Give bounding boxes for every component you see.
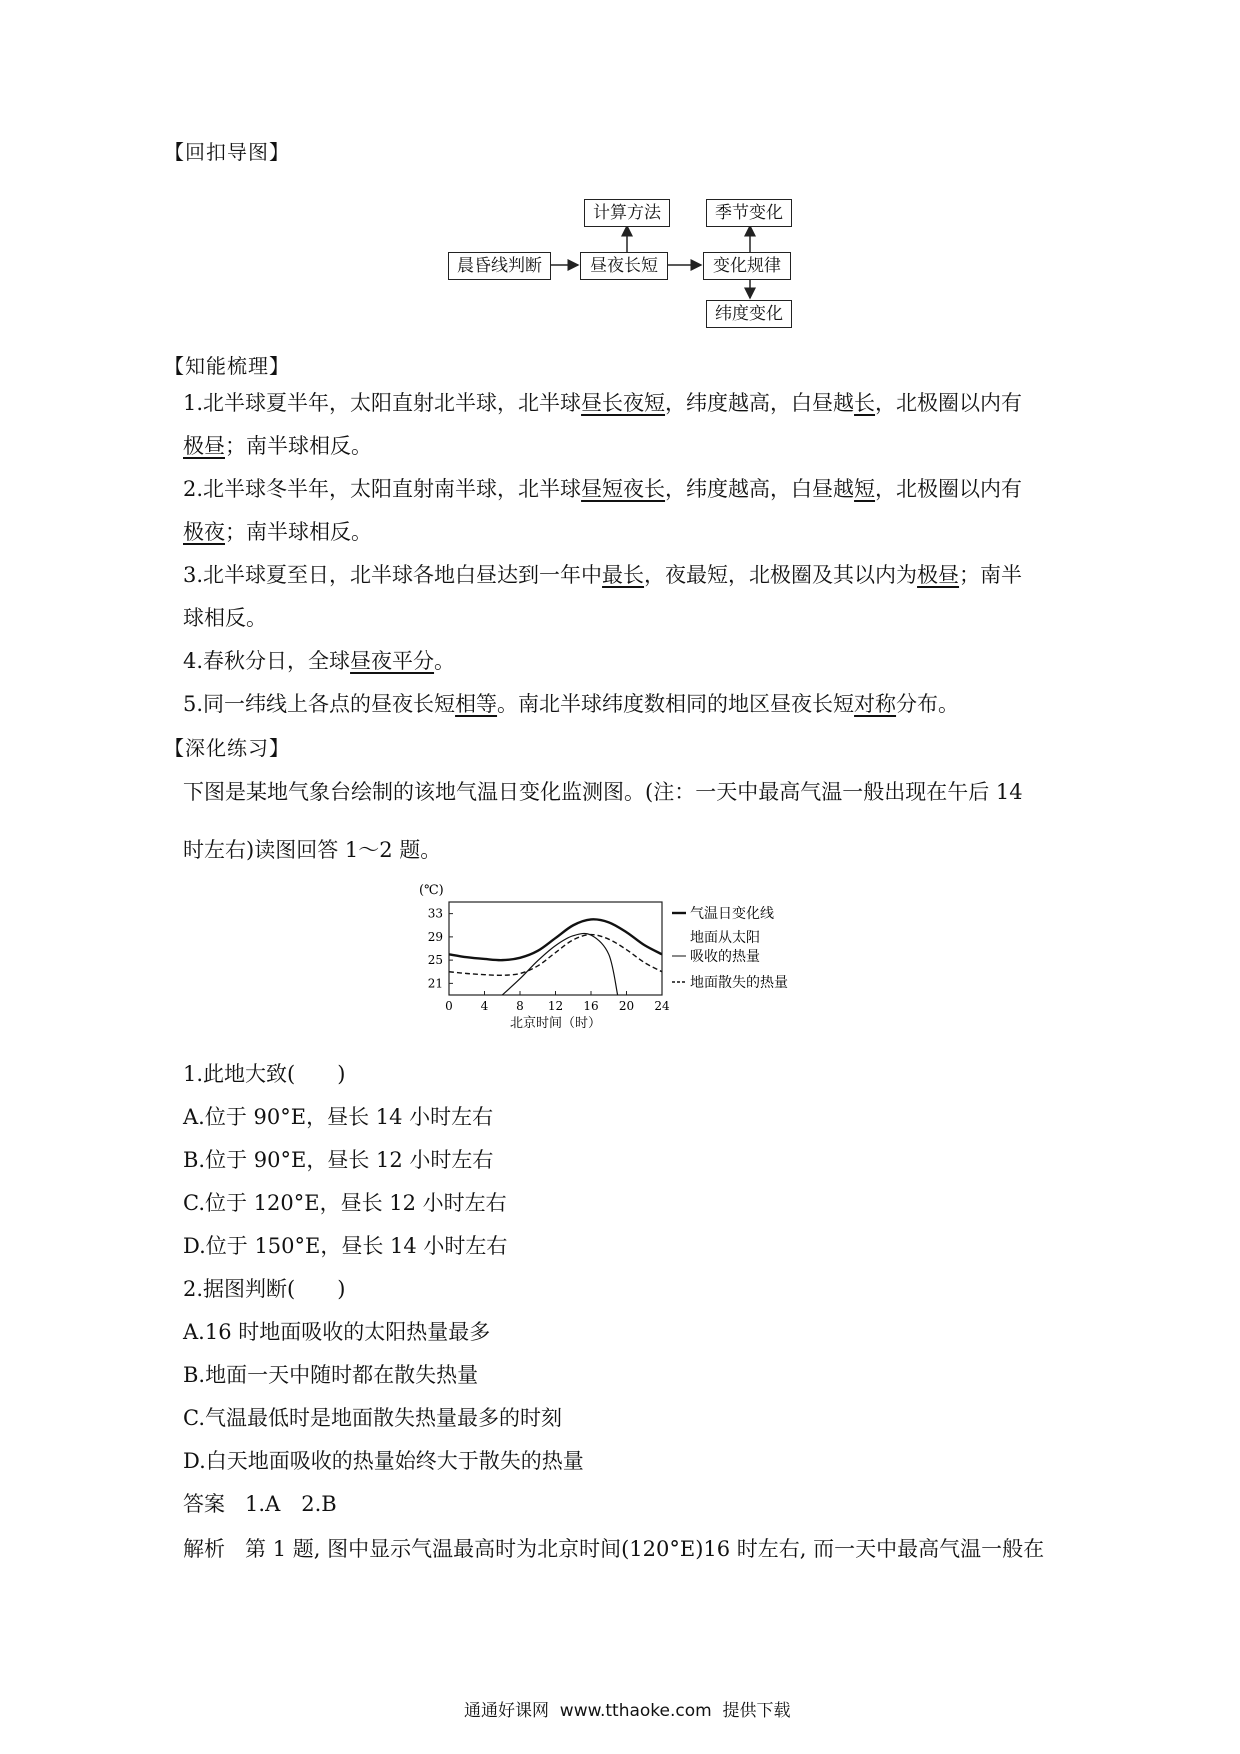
intro-line-1: 下图是某地气象台绘制的该地气温日变化监测图。(注：一天中最高气温一般出现在午后 14 (183, 780, 1023, 804)
analysis-text: 第 1 题, 图中显示气温最高时为北京时间(120°E)16 时左右, 而一天中最高气温一般在 (245, 1537, 1045, 1561)
legend-label-2a: 地面从太阳 (690, 930, 760, 946)
practice-heading: 【深化练习】 (164, 736, 290, 760)
blank-answer: 昼长夜短 (581, 391, 666, 415)
question-2: 2.据图判断( ) (183, 1277, 346, 1301)
knowledge-item-3-cont (183, 604, 267, 632)
text: 。南北半球纬度数相同的地区昼夜长短 (497, 692, 855, 716)
x-tick-label: 4 (480, 999, 489, 1013)
text: 。 (434, 649, 456, 673)
blank-answer: 相等 (455, 692, 498, 716)
y-tick-label: 25 (427, 953, 443, 968)
blank-answer: 极昼 (917, 563, 960, 587)
plot-frame (449, 902, 662, 995)
knowledge-item-2-cont (183, 518, 372, 546)
node-calc-method: 计算方法 (584, 199, 670, 227)
y-tick-label: 21 (427, 976, 443, 991)
blank-answer: 长 (854, 391, 876, 415)
temperature-chart (415, 882, 835, 1037)
flowchart-arrows (0, 0, 1240, 340)
legend-label-1: 气温日变化线 (690, 906, 774, 922)
blank-answer: 极昼 (183, 434, 225, 458)
question-2-option-c: C.气温最低时是地面散失热量最多的时刻 (183, 1406, 562, 1430)
legend-label-2b: 吸收的热量 (690, 949, 760, 965)
x-tick-label: 12 (547, 999, 564, 1013)
y-axis-label: (℃) (419, 883, 444, 898)
footer: 通通好课网 www.tthaoke.com 提供下载 (464, 1701, 791, 1721)
knowledge-item-1 (183, 389, 1022, 417)
answer-text: 1.A 2.B (245, 1492, 337, 1516)
text: 球相反。 (183, 606, 267, 630)
x-tick-label: 24 (654, 999, 670, 1013)
series-line-3 (449, 935, 662, 976)
text: 1.北半球夏半年，太阳直射北半球，北半球 (183, 391, 582, 415)
text: ，纬度越高，白昼越 (665, 477, 855, 501)
blank-answer: 短 (854, 477, 876, 501)
knowledge-heading: 【知能梳理】 (164, 354, 290, 378)
x-tick-label: 20 (618, 999, 635, 1013)
analysis (183, 1535, 1044, 1563)
series-line-2 (502, 933, 617, 995)
x-axis-label: 北京时间（时） (509, 1016, 602, 1031)
analysis-label: 解析 (183, 1537, 225, 1561)
blank-answer: 昼夜平分 (350, 649, 435, 673)
knowledge-item-4 (183, 647, 455, 675)
knowledge-item-1-cont (183, 432, 372, 460)
blank-answer: 昼短夜长 (581, 477, 666, 501)
blank-answer: 对称 (854, 692, 897, 716)
text: 5.同一纬线上各点的昼夜长短 (183, 692, 456, 716)
text: ，北极圈以内有 (875, 391, 1023, 415)
intro-line-2: 时左右)读图回答 1～2 题。 (183, 838, 442, 862)
y-tick-label: 29 (427, 929, 443, 944)
text: ；南半 (959, 563, 1023, 587)
text: ，北极圈以内有 (875, 477, 1023, 501)
x-tick-label: 0 (445, 999, 453, 1013)
text: 3.北半球夏至日，北半球各地白昼达到一年中 (183, 563, 603, 587)
blank-answer: 最长 (602, 563, 645, 587)
text: 分布。 (896, 692, 960, 716)
question-2-option-b: B.地面一天中随时都在散失热量 (183, 1363, 479, 1387)
y-tick-label: 33 (427, 906, 443, 921)
text: 4.春秋分日，全球 (183, 649, 351, 673)
question-2-option-d: D.白天地面吸收的热量始终大于散失的热量 (183, 1449, 584, 1473)
answer-label: 答案 (183, 1492, 225, 1516)
text: ，纬度越高，白昼越 (665, 391, 855, 415)
x-tick-label: 16 (583, 999, 599, 1013)
node-day-night: 昼夜长短 (580, 252, 668, 280)
answer (183, 1490, 337, 1518)
text: ，夜最短，北极圈及其以内为 (644, 563, 918, 587)
knowledge-item-2 (183, 475, 1022, 503)
knowledge-item-5 (183, 690, 959, 718)
question-1-option-b: B.位于 90°E，昼长 12 小时左右 (183, 1148, 494, 1172)
question-1-option-a: A.位于 90°E，昼长 14 小时左右 (183, 1105, 494, 1129)
text: ；南半球相反。 (225, 434, 372, 458)
blank-answer: 极夜 (183, 520, 225, 544)
legend-label-3: 地面散失的热量 (690, 975, 788, 991)
node-change-rule: 变化规律 (703, 252, 791, 280)
question-2-option-a: A.16 时地面吸收的太阳热量最多 (183, 1320, 491, 1344)
question-1-option-d: D.位于 150°E，昼长 14 小时左右 (183, 1234, 508, 1258)
question-1: 1.此地大致( ) (183, 1062, 346, 1086)
knowledge-item-3 (183, 561, 1022, 589)
mindmap-heading: 【回扣导图】 (164, 140, 290, 164)
question-1-option-c: C.位于 120°E，昼长 12 小时左右 (183, 1191, 507, 1215)
series-line-1 (449, 919, 662, 960)
node-latitude-change: 纬度变化 (706, 300, 792, 328)
node-season-change: 季节变化 (706, 199, 792, 227)
x-tick-label: 8 (516, 999, 524, 1013)
text: 2.北半球冬半年，太阳直射南半球，北半球 (183, 477, 582, 501)
node-terminator: 晨昏线判断 (448, 252, 551, 280)
text: ；南半球相反。 (225, 520, 372, 544)
